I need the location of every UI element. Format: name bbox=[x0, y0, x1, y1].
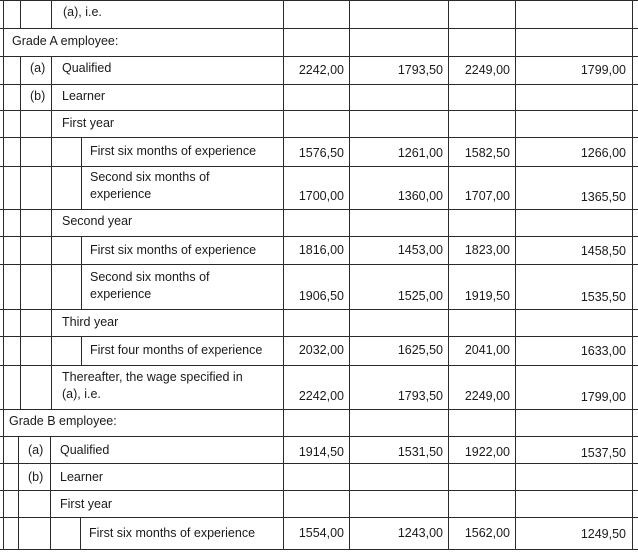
subheading: First year bbox=[62, 116, 115, 130]
row-border bbox=[0, 28, 638, 29]
wage-value: 2242,00 bbox=[298, 63, 344, 77]
row-border bbox=[0, 137, 638, 138]
row-label: First six months of experience bbox=[89, 526, 256, 540]
col-border bbox=[515, 0, 516, 550]
wage-value: 1793,50 bbox=[397, 63, 443, 77]
wage-value: 2041,00 bbox=[464, 343, 510, 357]
wage-value: 2249,00 bbox=[464, 389, 510, 403]
row-border bbox=[0, 84, 638, 85]
indent-border bbox=[18, 436, 19, 550]
wage-value: 1823,00 bbox=[464, 243, 510, 257]
item-marker: (a) bbox=[28, 443, 44, 457]
indent-border bbox=[81, 336, 82, 365]
wage-value: 1793,50 bbox=[397, 389, 443, 403]
wage-value: 1562,00 bbox=[464, 526, 510, 540]
indent-border bbox=[51, 56, 52, 409]
wage-value: 1816,00 bbox=[298, 243, 344, 257]
row-label: Qualified bbox=[60, 443, 110, 457]
wage-value: 1625,50 bbox=[397, 343, 443, 357]
wage-value: 1582,50 bbox=[464, 146, 510, 160]
col-border bbox=[283, 0, 284, 550]
wage-value: 1707,00 bbox=[464, 189, 510, 203]
subheading: Third year bbox=[62, 315, 119, 329]
wage-value: 1914,50 bbox=[298, 445, 344, 459]
row-label: Learner bbox=[60, 470, 104, 484]
subheading: Second year bbox=[62, 214, 133, 228]
row-label: First four months of experience bbox=[90, 343, 263, 357]
wage-value: 1249,50 bbox=[580, 527, 626, 541]
item-marker: (b) bbox=[28, 470, 44, 484]
row-border bbox=[0, 517, 638, 518]
row-border bbox=[0, 336, 638, 337]
row-label: experience bbox=[90, 287, 152, 301]
wage-value: 1360,00 bbox=[397, 189, 443, 203]
row-border bbox=[0, 0, 638, 1]
row-border bbox=[0, 463, 638, 464]
wage-value: 1261,00 bbox=[397, 146, 443, 160]
row-border bbox=[0, 110, 638, 111]
row-border bbox=[0, 264, 638, 265]
indent-border bbox=[50, 436, 51, 550]
wage-value: 1922,00 bbox=[464, 445, 510, 459]
row-label: (a), i.e. bbox=[63, 5, 102, 19]
row-label: First six months of experience bbox=[90, 243, 257, 257]
row-border bbox=[0, 209, 638, 210]
indent-border bbox=[81, 236, 82, 309]
row-label: First six months of experience bbox=[90, 144, 257, 158]
subheading: First year bbox=[60, 497, 113, 511]
row-label: experience bbox=[90, 187, 152, 201]
row-border bbox=[0, 549, 638, 550]
wage-value: 1365,50 bbox=[580, 190, 626, 204]
indent-border bbox=[20, 0, 21, 28]
wage-value: 1531,50 bbox=[397, 445, 443, 459]
row-border bbox=[0, 309, 638, 310]
row-label: (a), i.e. bbox=[62, 387, 101, 401]
wage-value: 1799,00 bbox=[580, 63, 626, 77]
wage-value: 1554,00 bbox=[298, 526, 344, 540]
wage-value: 1537,50 bbox=[580, 446, 626, 460]
wage-value: 1525,00 bbox=[397, 289, 443, 303]
row-label: Second six months of bbox=[90, 270, 210, 284]
row-label: Thereafter, the wage specified in bbox=[62, 370, 243, 384]
wage-value: 2242,00 bbox=[298, 389, 344, 403]
section-heading: Grade B employee: bbox=[9, 414, 117, 428]
wage-value: 2032,00 bbox=[298, 343, 344, 357]
row-label: Qualified bbox=[62, 61, 112, 75]
row-border bbox=[0, 409, 638, 410]
wage-value: 1633,00 bbox=[580, 344, 626, 358]
wage-value: 1453,00 bbox=[397, 243, 443, 257]
wage-value: 1243,00 bbox=[397, 526, 443, 540]
row-border bbox=[0, 365, 638, 366]
row-border bbox=[0, 236, 638, 237]
indent-border bbox=[51, 0, 52, 28]
wage-value: 1535,50 bbox=[580, 290, 626, 304]
row-border bbox=[0, 56, 638, 57]
indent-border bbox=[20, 56, 21, 409]
row-label: Learner bbox=[62, 89, 106, 103]
wage-value: 2249,00 bbox=[464, 63, 510, 77]
col-border bbox=[3, 0, 4, 550]
row-border bbox=[0, 436, 638, 437]
row-border bbox=[0, 490, 638, 491]
wage-value: 1458,50 bbox=[580, 244, 626, 258]
item-marker: (a) bbox=[30, 61, 46, 75]
wage-value: 1906,50 bbox=[298, 289, 344, 303]
indent-border bbox=[81, 137, 82, 209]
row-label: Second six months of bbox=[90, 170, 210, 184]
wage-value: 1700,00 bbox=[298, 189, 344, 203]
section-heading: Grade A employee: bbox=[12, 34, 119, 48]
item-marker: (b) bbox=[30, 89, 46, 103]
col-border bbox=[448, 0, 449, 550]
wage-value: 1919,50 bbox=[464, 289, 510, 303]
wage-value: 1799,00 bbox=[580, 390, 626, 404]
row-border bbox=[0, 166, 638, 167]
wage-value: 1266,00 bbox=[580, 146, 626, 160]
col-border bbox=[632, 0, 633, 550]
wage-value: 1576,50 bbox=[298, 146, 344, 160]
indent-border bbox=[80, 517, 81, 550]
col-border bbox=[349, 0, 350, 550]
